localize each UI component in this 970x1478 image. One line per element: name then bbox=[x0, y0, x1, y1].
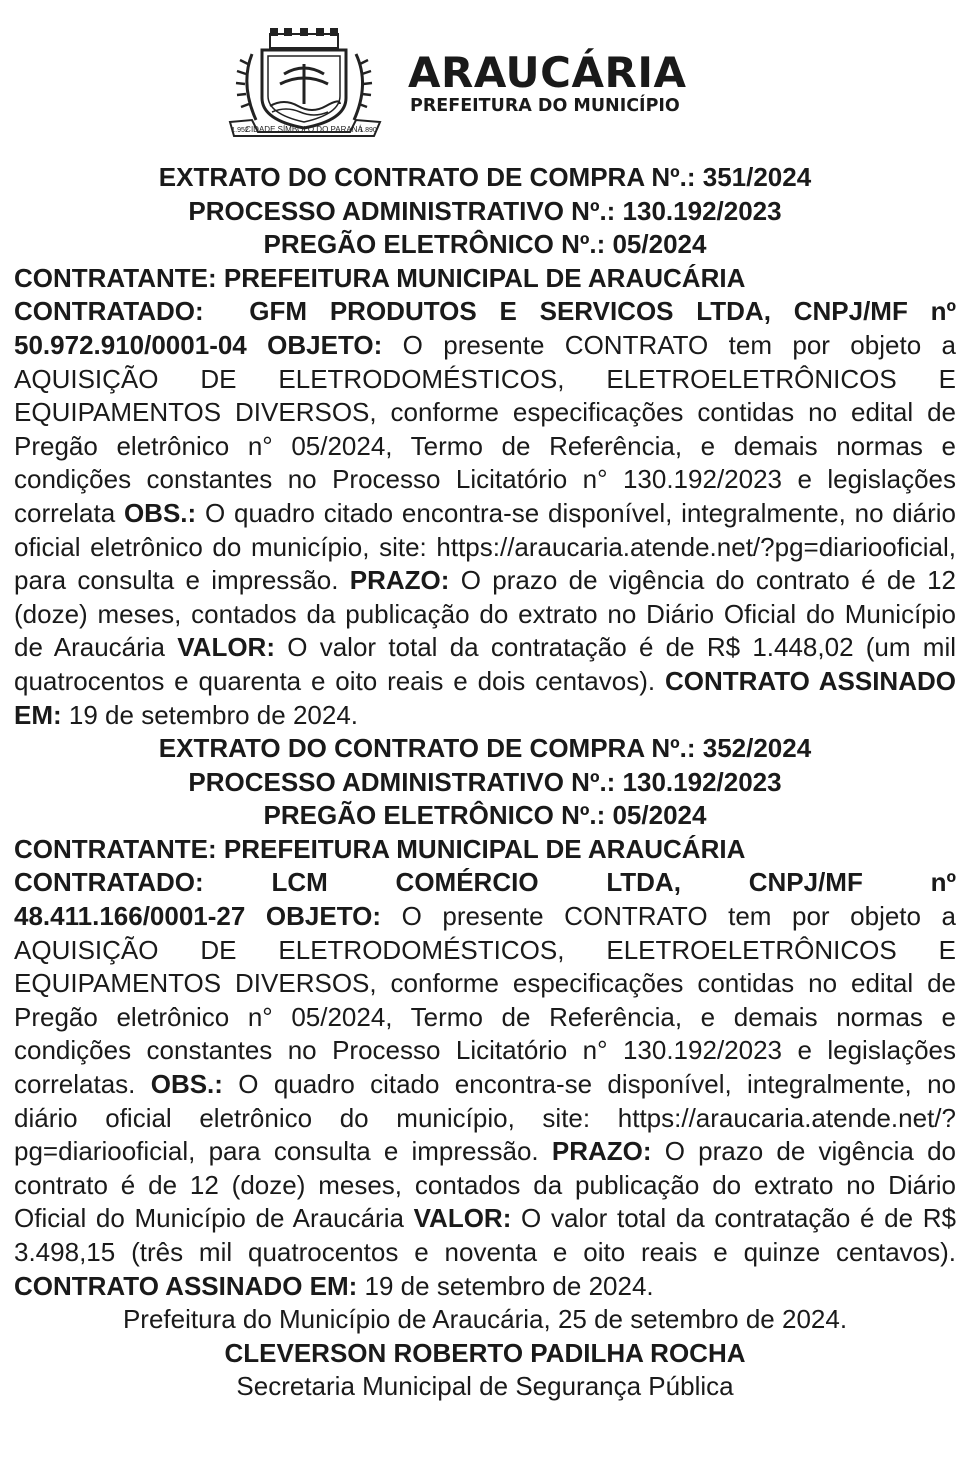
cnpj-number: 48.411.166/0001-27 bbox=[14, 901, 246, 932]
object-label: OBJETO: bbox=[267, 329, 383, 360]
contracted-line bbox=[14, 866, 956, 900]
obs-text: O quadro citado encontra-se disponível, integralmente, no diário oficial eletrônico do município, site: https://araucaria.atende.net/?pg=diariooficial, para consulta e impressão. bbox=[14, 1069, 957, 1167]
value-text: O valor total da contratação é de R$ 3.498,15 (três mil quatrocentos e noventa e oito reais e quinze centavos). bbox=[14, 1203, 956, 1267]
value-label: VALOR: bbox=[177, 632, 275, 663]
contracted-label: CONTRATADO: bbox=[14, 867, 204, 898]
contract-body bbox=[14, 900, 956, 1303]
contract-extract-2 bbox=[14, 732, 956, 1303]
contracting-party: CONTRATANTE: PREFEITURA MUNICIPAL DE ARAUCÁRIA bbox=[14, 262, 746, 293]
term-text: O prazo de vigência do contrato é de 12 (doze) meses, contados da publicação do extrato no Diário Oficial do Município de Araucária bbox=[14, 565, 957, 663]
auction-number: PREGÃO ELETRÔNICO Nº.: 05/2024 bbox=[263, 800, 707, 831]
term-label: PRAZO: bbox=[551, 1136, 652, 1167]
cnpj-number: 50.972.910/0001-04 bbox=[14, 329, 247, 360]
crest-year-left: 1.952 bbox=[231, 127, 249, 134]
obs-label: OBS.: bbox=[150, 1069, 223, 1100]
signer-name: CLEVERSON ROBERTO PADILHA ROCHA bbox=[224, 1337, 746, 1368]
document-body bbox=[14, 161, 956, 1404]
contract-extract-1 bbox=[14, 161, 956, 732]
signed-date: 19 de setembro de 2024. bbox=[68, 699, 359, 730]
signed-label: CONTRATO ASSINADO EM: bbox=[14, 1270, 358, 1301]
term-text: O prazo de vigência do contrato é de 12 (doze) meses, contados da publicação do extrato no Diário Oficial do Município de Araucária bbox=[14, 1136, 956, 1234]
contract-title: EXTRATO DO CONTRATO DE COMPRA Nº.: 352/2024 bbox=[158, 733, 812, 764]
process-number: PROCESSO ADMINISTRATIVO Nº.: 130.192/2023 bbox=[188, 766, 782, 797]
contracted-label: CONTRATADO: bbox=[14, 296, 204, 327]
department-name: Secretaria Municipal de Segurança Pública bbox=[236, 1371, 734, 1402]
crest-year-right: 1.890 bbox=[359, 127, 377, 134]
contracted-name: GFM PRODUTOS E SERVICOS LTDA, CNPJ/MF nº bbox=[249, 296, 956, 327]
contract-title: EXTRATO DO CONTRATO DE COMPRA Nº.: 351/2024 bbox=[158, 162, 812, 192]
document-footer bbox=[14, 1303, 956, 1404]
term-label: PRAZO: bbox=[349, 565, 450, 596]
process-number: PROCESSO ADMINISTRATIVO Nº.: 130.192/2023 bbox=[188, 195, 782, 226]
object-text: O presente CONTRATO tem por objeto a AQUISIÇÃO DE ELETRODOMÉSTICOS, ELETROELETRÔNICOS E EQUIPAMENTOS DIVERSOS, conforme especificações contidas no edital de Pregão eletrônico n° 05/2024, Termo de Referência, e demais normas e condições constantes no Processo Licitatório n° 130.192/2023 e legislações correlatas. bbox=[14, 901, 956, 1100]
signed-date: 19 de setembro de 2024. bbox=[364, 1270, 654, 1301]
brand-subtitle: PREFEITURA DO MUNICÍPIO bbox=[410, 96, 680, 116]
contract-body bbox=[14, 295, 956, 732]
brand-name: ARAUCÁRIA bbox=[408, 48, 687, 97]
object-text: O presente CONTRATO tem por objeto a AQUISIÇÃO DE ELETRODOMÉSTICOS, ELETROELETRÔNICOS E EQUIPAMENTOS DIVERSOS, conforme especificações contidas no edital de Pregão eletrônico n° 05/2024, Termo de Referência, e demais normas e condições constantes no Processo Licitatório n° 130.192/2023 e legislações correlata bbox=[14, 329, 956, 528]
obs-text: O quadro citado encontra-se disponível, integralmente, no diário oficial eletrônico do município, site: https://araucaria.atende.net/?pg=diariooficial, para consulta e impressão. bbox=[14, 497, 956, 596]
contracting-party: CONTRATANTE: PREFEITURA MUNICIPAL DE ARAUCÁRIA bbox=[14, 833, 746, 864]
value-text: O valor total da contratação é de R$ 1.448,02 (um mil quatrocentos e quarenta e oito reais e dois centavos). bbox=[14, 632, 956, 696]
crest-ribbon-text: CIDADE SÍMBOLO DO PARANÁ bbox=[245, 125, 363, 134]
object-label: OBJETO: bbox=[265, 901, 382, 932]
signed-label: CONTRATO ASSINADO EM: bbox=[14, 665, 956, 730]
obs-label: OBS.: bbox=[123, 497, 197, 528]
header-logo bbox=[222, 24, 752, 149]
contracted-name: LCM COMÉRCIO LTDA, CNPJ/MF nº bbox=[271, 867, 956, 898]
value-label: VALOR: bbox=[413, 1203, 512, 1234]
place-date: Prefeitura do Município de Araucária, 25 de setembro de 2024. bbox=[122, 1304, 848, 1335]
auction-number: PREGÃO ELETRÔNICO Nº.: 05/2024 bbox=[263, 229, 707, 260]
municipal-crest-icon bbox=[222, 24, 392, 142]
